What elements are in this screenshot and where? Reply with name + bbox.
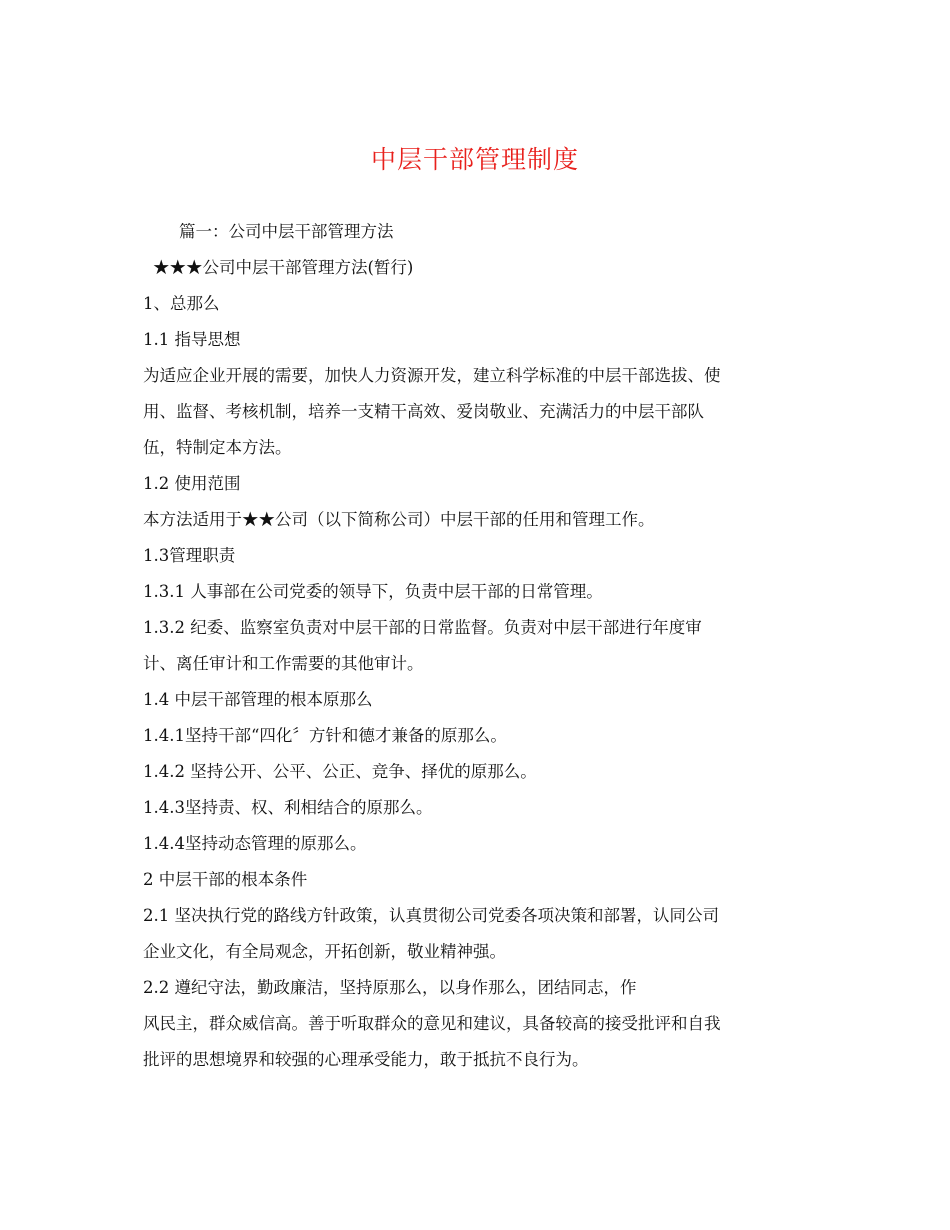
paragraph-line: 风民主，群众威信高。善于听取群众的意见和建议，具备较高的接受批评和自我	[143, 1014, 721, 1033]
clause-heading: 1.2 使用范围	[143, 474, 241, 493]
paragraph-line: 1.4.4坚持动态管理的原那么。	[143, 834, 367, 853]
paragraph-line: 1.3.2 纪委、监察室负责对中层干部的日常监督。负责对中层干部进行年度审	[143, 618, 702, 637]
paragraph-line: 伍，特制定本方法。	[143, 438, 292, 457]
chapter-heading: 2 中层干部的根本条件	[143, 870, 308, 889]
paragraph-line: 1.4.2 坚持公开、公平、公正、竞争、择优的原那么。	[143, 762, 537, 781]
clause-heading: 1.3管理职责	[143, 546, 236, 565]
section-heading: 篇一：公司中层干部管理方法	[179, 222, 394, 241]
paragraph-line: 企业文化，有全局观念，开拓创新，敬业精神强。	[143, 942, 506, 961]
paragraph-line: 批评的思想境界和较强的心理承受能力，敢于抵抗不良行为。	[143, 1050, 589, 1069]
document-body	[143, 214, 808, 1078]
paragraph-line: 为适应企业开展的需要，加快人力资源开发，建立科学标准的中层干部选拔、使	[143, 366, 721, 385]
clause-heading: 1.1 指导思想	[143, 330, 241, 349]
paragraph-line: 2.1 坚决执行党的路线方针政策，认真贯彻公司党委各项决策和部署，认同公司	[143, 906, 719, 925]
subtitle: ★★★公司中层干部管理方法(暂行)	[153, 258, 414, 277]
paragraph-line: 1.4.1坚持干部“四化〞方针和德才兼备的原那么。	[143, 726, 507, 745]
chapter-heading: 1、总那么	[143, 294, 220, 313]
document-title: 中层干部管理制度	[370, 145, 579, 174]
paragraph-line: 计、离任审计和工作需要的其他审计。	[143, 654, 424, 673]
paragraph-line: 1.4.3坚持责、权、利相结合的原那么。	[143, 798, 433, 817]
paragraph-line: 2.2 遵纪守法，勤政廉洁，坚持原那么，以身作那么，团结同志，作	[143, 978, 637, 997]
clause-heading: 1.4 中层干部管理的根本原那么	[143, 690, 373, 709]
paragraph-line: 1.3.1 人事部在公司党委的领导下，负责中层干部的日常管理。	[143, 582, 603, 601]
paragraph-line: 本方法适用于★★公司（以下简称公司）中层干部的任用和管理工作。	[143, 510, 655, 529]
paragraph-line: 用、监督、考核机制，培养一支精干高效、爱岗敬业、充满活力的中层干部队	[143, 402, 704, 421]
